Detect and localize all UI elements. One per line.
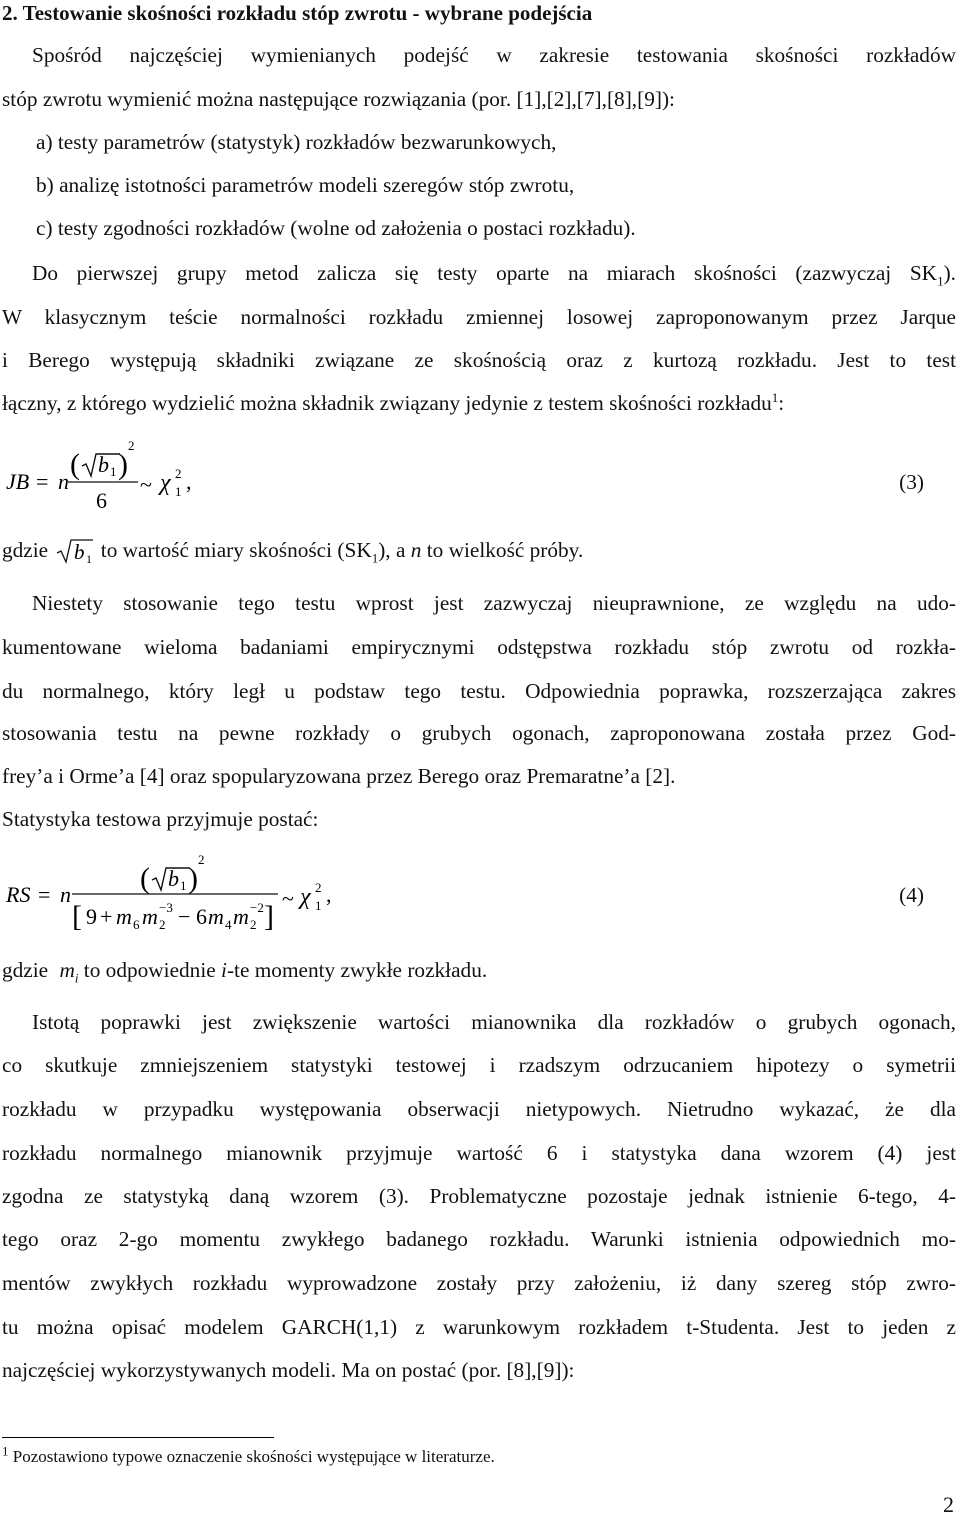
eq4-paren-open: ( <box>140 862 150 895</box>
para2-line1: Do pierwszej grupy metod zalicza się testy oparte na miarach skośności (zazwyczaj $SK_1$). <box>32 261 956 289</box>
eq3-chi-sub: 1 <box>175 484 182 499</box>
eq3-b-sub: 1 <box>110 464 117 479</box>
para4-line4: rozkładu normalnego mianownik przyjmuje wartość 6 i statystyka dana wzorem (4) jest <box>2 1141 956 1165</box>
eq3-chi: χ <box>160 470 171 496</box>
eq4-m2b-sub: 2 <box>250 917 257 932</box>
para4-line1: Istotą poprawki jest zwiększenie wartości mianownika dla rozkładów o grubych ogonach, <box>32 1010 956 1034</box>
para4-line6: tego oraz 2-go momentu zwykłego badanego rozkładu. Warunki istnienia odpowiednich mo- <box>2 1227 956 1251</box>
para3-line3: du normalnego, który legł u podstaw tego testu. Odpowiednia poprawka, rozszerzająca zakres <box>2 679 956 703</box>
para3-line2: kumentowane wieloma badaniami empirycznymi odstępstwa rozkładu stóp zwrotu od rozkła- <box>2 635 956 659</box>
para2-line4: łączny, z którego wydzielić można składnik związany jedynie z testem skośności rozkładu$^1$: <box>2 389 785 415</box>
para3-line6: Statystyka testowa przyjmuje postać: <box>2 807 319 831</box>
eq4-m4: m <box>208 904 224 929</box>
svg-text:1: 1 <box>86 552 93 565</box>
para3-line1: Niestety stosowanie tego testu wprost jest zazwyczaj nieuprawnione, ze względu na udo- <box>32 591 956 615</box>
para2-line2: W klasycznym teście normalności rozkładu zmiennej losowej zaproponowanym przez Jarque <box>2 305 956 329</box>
eq4-chi-sub: 1 <box>315 898 322 913</box>
eq4-lhs: RS <box>6 882 31 907</box>
eq4-comma: , <box>326 882 332 907</box>
eq4-pow: 2 <box>198 852 205 867</box>
where1-line: gdzie b 1 to wartość miary skośności $(SK_1)$, a n to wielkość próby. <box>2 535 583 565</box>
eq4-six: 6 <box>196 904 207 929</box>
para1-line1: Spośród najczęściej wymienianych podejść w zakresie testowania skośności rozkładów <box>32 43 956 67</box>
eq3-b: b <box>98 452 109 477</box>
eq4-n: n <box>60 882 71 907</box>
list-item-c: c) testy zgodności rozkładów (wolne od założenia o postaci rozkładu). <box>36 216 636 240</box>
eq4-nine: 9 <box>86 904 97 929</box>
eq4-m4-sub: 4 <box>225 917 232 932</box>
eq4-m2a: m <box>142 904 158 929</box>
eq4-m2a-sup: −3 <box>159 900 173 915</box>
equation-4 <box>0 846 360 938</box>
eq3-comma: , <box>186 469 192 494</box>
para4-line3: rozkładu w przypadku występowania obserwacji nietypowych. Nietrudno wykazać, że dla <box>2 1097 956 1121</box>
eq4-bracket-open: [ <box>72 900 82 933</box>
eq4-chi: χ <box>300 884 311 910</box>
para3-line5: frey’a i Orme’a [4] oraz spopularyzowana przez Berego oraz Premaratne’a [2]. <box>2 764 676 788</box>
eq4-b: b <box>168 866 179 891</box>
para4-line8: tu można opisać modelem GARCH(1,1) z warunkowym rozkładem t-Studenta. Jest to jeden z <box>2 1315 956 1339</box>
para4-line5: zgodna ze statystyką daną wzorem (3). Problematyczne pozostaje jednak istnienie 6-tego, 4- <box>2 1184 956 1208</box>
eq4-m2b: m <box>233 904 249 929</box>
footnote: $^1$ Pozostawiono typowe oznaczenie skośności występujące w literaturze. <box>2 1443 495 1466</box>
eq3-n: n <box>58 469 69 494</box>
para3-line4: stosowania testu na pewne rozkłady o grubych ogonach, zaproponowana została przez God- <box>2 721 956 745</box>
eq4-chi-sup: 2 <box>315 880 322 895</box>
svg-text:b: b <box>74 540 85 564</box>
list-item-a: a) testy parametrów (statystyk) rozkładów bezwarunkowych, <box>36 130 557 154</box>
eq3-paren-close: ) <box>118 448 128 481</box>
eq4-tilde: ~ <box>282 886 294 911</box>
equation-3 <box>0 432 330 522</box>
eq4-paren-close: ) <box>188 862 198 895</box>
eq4-equals: = <box>38 882 51 907</box>
eq4-b-sub: 1 <box>180 878 187 893</box>
eq4-m2a-sub: 2 <box>159 917 166 932</box>
eq4-plus: + <box>100 904 113 929</box>
footnote-rule <box>2 1437 274 1438</box>
eq3-pow: 2 <box>128 438 135 453</box>
eq4-m2b-sup: −2 <box>250 900 264 915</box>
para2-line3: i Berego występują składniki związane ze skośnością oraz z kurtozą rozkładu. Jest to test <box>2 348 956 372</box>
eq3-lhs: JB <box>6 469 30 494</box>
eq4-m6: m <box>116 904 132 929</box>
para4-line2: co skutkuje zmniejszeniem statystyki testowej i rzadszym odrzucaniem hipotezy o symetrii <box>2 1053 956 1077</box>
eq3-equals: = <box>36 469 49 494</box>
eq3-denom: 6 <box>96 488 107 513</box>
para4-line9: najczęściej wykorzystywanych modeli. Ma on postać (por. [8],[9]): <box>2 1358 575 1382</box>
eq3-number: (3) <box>899 470 924 494</box>
eq4-m6-sub: 6 <box>133 917 140 932</box>
section-title: 2. Testowanie skośności rozkładu stóp zwrotu - wybrane podejścia <box>2 1 593 25</box>
eq3-tilde: ~ <box>140 472 152 497</box>
eq4-number: (4) <box>899 883 924 907</box>
page-number: 2 <box>943 1492 954 1517</box>
eq4-bracket-close: ] <box>264 900 274 933</box>
eq4-minus: − <box>178 904 191 929</box>
where1-sqrt-b1 <box>53 535 95 565</box>
para1-line2: stóp zwrotu wymienić można następujące rozwiązania (por. [1],[2],[7],[8],[9]): <box>2 87 675 111</box>
eq3-chi-sup: 2 <box>175 466 182 481</box>
list-item-b: b) analizę istotności parametrów modeli szeregów stóp zwrotu, <box>36 173 575 197</box>
eq3-paren-open: ( <box>70 448 80 481</box>
where2-line: gdzie $m_i$ to odpowiednie i-te momenty zwykłe rozkładu. <box>2 958 488 986</box>
para4-line7: mentów zwykłych rozkładu wyprowadzone zostały przy założeniu, iż dany szereg stóp zwro- <box>2 1271 956 1295</box>
